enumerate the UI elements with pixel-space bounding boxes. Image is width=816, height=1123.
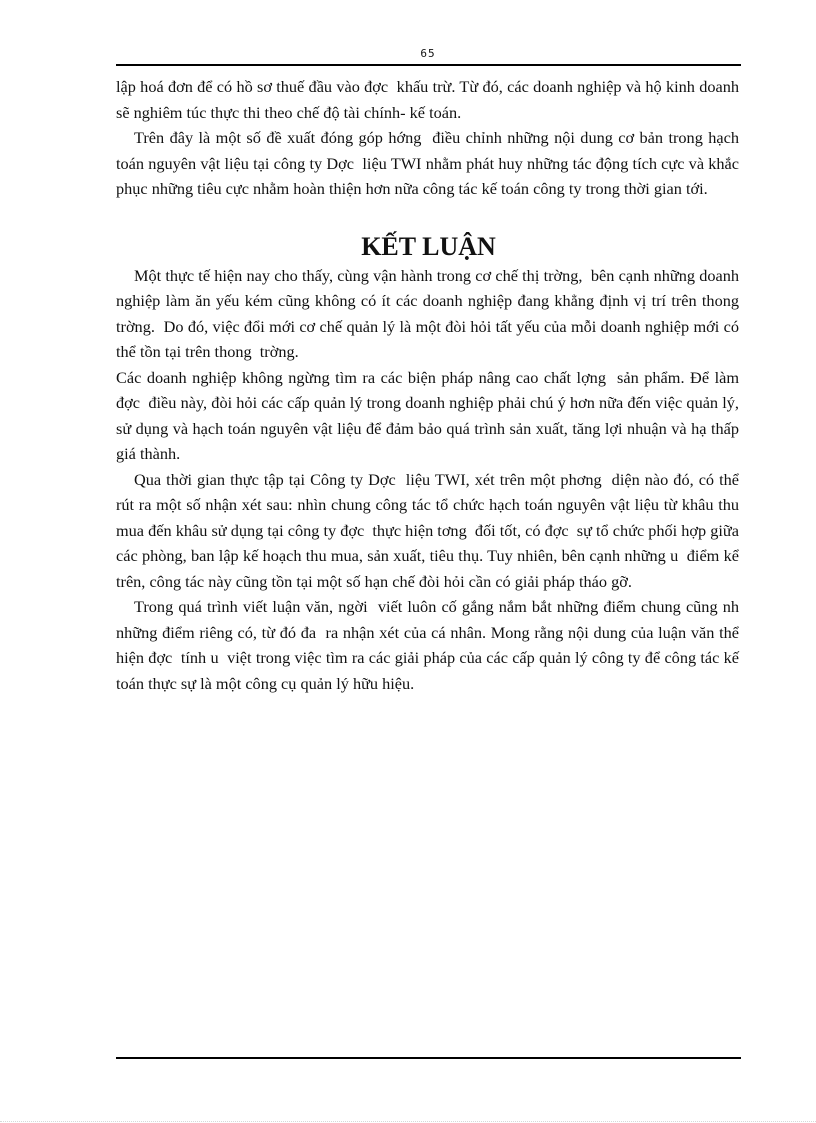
conclusion-title: KẾT LUẬN [361, 231, 496, 261]
page-content [116, 74, 748, 696]
paragraph-author-hopes: Trong quá trình viết luận văn, ngời viết luôn cố gắng nắm bắt những điểm chung cũng nh những điểm riêng có, từ đó đa ra nhận xét của cá nhân. Mong rằng nội dung của luận văn thể hiện đợc tính u việt trong việc tìm ra các giải pháp của các cấp quản lý công ty để công tác kế toán thực sự là một công cụ quản lý hữu hiệu. [116, 597, 748, 693]
page-number: 65 [420, 47, 436, 60]
page-bottom-edge [0, 1121, 816, 1122]
paragraph-quality-measures: Các doanh nghiệp không ngừng tìm ra các biện pháp nâng cao chất lợng sản phẩm. Để làm đợc điều này, đòi hỏi các cấp quản lý trong doanh nghiệp phải chú ý hơn nữa đến việc quản lý, sử dụng và hạch toán nguyên vật liệu để đảm bảo quá trình sản xuất, tăng lợi nhuận và hạ thấp giá thành. [116, 367, 744, 463]
paragraph-proposals: Trên đây là một số đề xuất đóng góp hớng điều chỉnh những nội dung cơ bản trong hạch toán nguyên vật liệu tại công ty Dợc liệu TWI nhằm phát huy những tác động tích cực và khắc phục những tiêu cực nhằm hoàn thiện hơn nữa công tác kế toán công ty trong thời gian tới. [116, 128, 744, 198]
header-rule [116, 64, 741, 66]
paragraph-market-reality: Một thực tế hiện nay cho thấy, cùng vận hành trong cơ chế thị trờng, bên cạnh những doanh nghiệp làm ăn yếu kém cũng không có ít các doanh nghiệp đang khẳng định vị trí trên thong trờng. Do đó, việc đổi mới cơ chế quản lý là một đòi hỏi tất yếu của mỗi doanh nghiệp mới có thể tồn tại trên thong trờng. [116, 265, 748, 361]
paragraph-internship-remarks: Qua thời gian thực tập tại Công ty Dợc liệu TWI, xét trên một phơng diện nào đó, có thể rút ra một số nhận xét sau: nhìn chung công tác tổ chức hạch toán nguyên vật liệu từ khâu thu mua đến khâu sử dụng tại công ty đợc thực hiện tơng đối tốt, có đợc sự tổ chức phối hợp giữa các phòng, ban lập kế hoạch thu mua, sản xuất, tiêu thụ. Tuy nhiên, bên cạnh những u điểm kể trên, công tác này cũng tồn tại một số hạn chế đòi hỏi cần có giải pháp tháo gỡ. [116, 469, 744, 591]
footer-rule [116, 1057, 741, 1059]
paragraph-invoice: lập hoá đơn để có hồ sơ thuế đầu vào đợc khấu trừ. Từ đó, các doanh nghiệp và hộ kinh doanh sẽ nghiêm túc thực thi theo chế độ tài chính- kế toán. [116, 77, 744, 122]
